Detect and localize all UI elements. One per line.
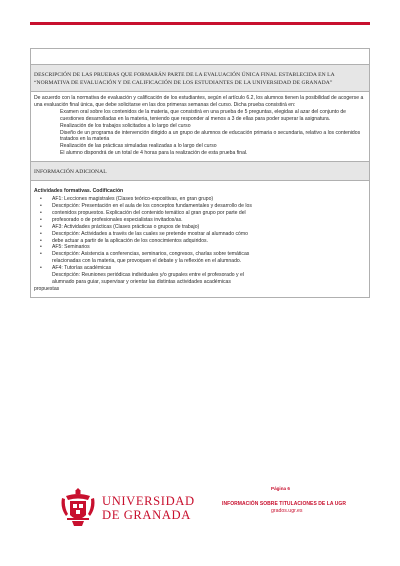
- list-item-continuation: Descripción: Reuniones periódicas individuales y/o grupales entre el profesorado y el: [52, 272, 244, 279]
- evaluation-item: El alumno dispondrá de un total de 4 horas para la realización de esta prueba final.: [60, 150, 248, 157]
- section-additional-body: [31, 181, 369, 297]
- bullet-icon: •: [40, 230, 42, 237]
- section-evaluation-body: [31, 92, 369, 162]
- section-additional-title: INFORMACIÓN ADICIONAL: [31, 162, 369, 181]
- list-item: • AF5: Seminarios: [40, 244, 90, 251]
- bullet-icon: •: [40, 202, 42, 209]
- bullet-icon: •: [40, 237, 42, 244]
- evaluation-intro: De acuerdo con la normativa de evaluación y calificación de los estudiantes, según el artículo 6.2, los alumnos tienen la posibilidad de acogerse a una evaluación final única, que debe solicitarse en las dos primeras semanas del curso. Dicha prueba consistirá en:: [34, 95, 364, 108]
- evaluation-item: Realización de los trabajos solicitados a lo largo del curso: [60, 122, 191, 129]
- footer-info-title: INFORMACIÓN SOBRE TITULACIONES DE LA UGR: [222, 501, 347, 507]
- university-crest-icon: [58, 486, 98, 528]
- evaluation-item: Diseño de un programa de intervención dirigido a un grupo de alumnos de educación primaria o secundaria, relativo a los contenidos tratados en la materia: [60, 129, 361, 143]
- university-name-line: DE GRANADA: [102, 508, 191, 522]
- list-item: • Descripción: Asistencia a conferencias, seminarios, congresos, charlas sobre temáticas: [40, 251, 250, 258]
- list-item: • AF4: Tutorías académicas: [40, 265, 112, 272]
- bullet-icon: •: [40, 223, 42, 230]
- bullet-icon: •: [40, 216, 42, 223]
- activities-heading: Actividades formativas. Codificación: [34, 188, 124, 195]
- list-item: • profesorado o de profesionales especialistas invitados/as.: [40, 216, 183, 223]
- bullet-icon: •: [40, 196, 42, 203]
- evaluation-item: Realización de las prácticas simuladas realizadas a lo largo del curso: [60, 143, 217, 150]
- bullet-icon: •: [40, 265, 42, 272]
- university-name: [102, 494, 195, 522]
- section-evaluation-title: DESCRIPCIÓN DE LAS PRUEBAS QUE FORMARÁN PARTE DE LA EVALUACIÓN ÚNICA FINAL ESTABLECIDA EN LA “NORMATIVA DE EVALUACIÓN Y DE CALIFICACIÓN DE LOS ESTUDIANTES DE LA UNIVERSIDAD DE GRANADA”: [31, 65, 369, 92]
- list-item: • debe actuar a partir de la aplicación de los conocimientos adquiridos.: [40, 237, 209, 244]
- list-item-continuation: alumnado para guiar, supervisar y orientar las distintas actividades académicas: [52, 278, 231, 285]
- list-item-continuation: relacionadas con la materia, que provoquen el debate y la reflexión en el alumnado.: [52, 258, 242, 265]
- list-item: • AF1: Lecciones magistrales (Clases teórico-expositivas, en gran grupo): [40, 196, 214, 203]
- evaluation-item: Examen oral sobre los contenidos de la materia, que consistirá en una prueba de 5 preguntas, elegidas al azar del conjunto de cuestiones desarrolladas en la materia, teniendo que responder al menos a 3 de ellas para poder superar la asignatura.: [60, 108, 346, 122]
- bullet-icon: •: [40, 209, 42, 216]
- bullet-icon: •: [40, 244, 42, 251]
- list-item: • Descripción: Actividades a través de las cuales se pretende mostrar al alumnado cómo: [40, 230, 248, 237]
- top-accent-bar: [30, 22, 370, 25]
- footer-website-link[interactable]: grados.ugr.es: [271, 508, 303, 514]
- guide-table: [30, 48, 370, 298]
- page-number: Página 6: [271, 486, 290, 491]
- university-name-line: UNIVERSIDAD: [102, 494, 195, 508]
- blank-row: [31, 49, 369, 65]
- trailing-text: propuestas: [34, 285, 60, 292]
- list-item: • Descripción: Presentación en el aula de los conceptos fundamentales y desarrollo de los: [40, 202, 252, 209]
- list-item: • AF3: Actividades prácticas (Clases prácticas o grupos de trabajo): [40, 223, 200, 230]
- activities-list: [34, 196, 366, 286]
- bullet-icon: •: [40, 251, 42, 258]
- list-item: • contenidos propuestos. Explicación del contenido temático al gran grupo por parte del: [40, 209, 246, 216]
